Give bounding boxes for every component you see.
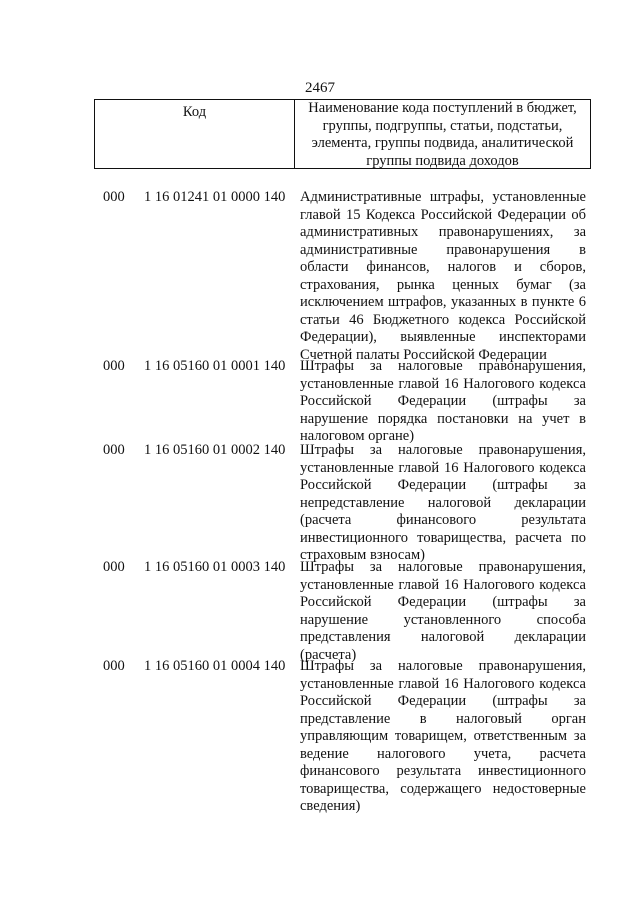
row-description: Штрафы за налоговые правонарушения, установленные главой 16 Налогового кодекса Российской Федерации (штрафы за нарушение порядка постановки на учет в налоговом органе) [300, 358, 586, 444]
row-prefix: 000 [103, 189, 125, 205]
table-header [94, 99, 591, 169]
row-code: 1 16 05160 01 0003 140 [144, 559, 286, 575]
row-prefix: 000 [103, 358, 125, 374]
row-code: 1 16 05160 01 0002 140 [144, 442, 286, 458]
row-code: 1 16 05160 01 0001 140 [144, 358, 286, 374]
row-prefix: 000 [103, 559, 125, 575]
row-description: Штрафы за налоговые правонарушения, установленные главой 16 Налогового кодекса Российской Федерации (штрафы за нарушение установленного способа представления налоговой декларации (расчета) [300, 559, 586, 663]
row-description: Штрафы за налоговые правонарушения, установленные главой 16 Налогового кодекса Российской Федерации (штрафы за представление в налоговый орган управляющим товарищем, ответственным за ведение налогового учета, расчета финансового результата инвестиционного товарищества, содержащего недостоверные сведения) [300, 658, 586, 814]
row-prefix: 000 [103, 658, 125, 674]
page-number: 2467 [305, 80, 335, 96]
row-code: 1 16 05160 01 0004 140 [144, 658, 286, 674]
row-prefix: 000 [103, 442, 125, 458]
header-name-label: Наименование кода поступлений в бюджет, группы, подгруппы, статьи, подстатьи, элемента, группы подвида, аналитической группы подвида доходов [308, 100, 577, 169]
row-description: Штрафы за налоговые правонарушения, установленные главой 16 Налогового кодекса Российской Федерации (штрафы за непредставление налоговой декларации (расчета финансового результата инвестиционного товарищества, расчета по страховым взносам) [300, 442, 586, 563]
row-description: Административные штрафы, установленные главой 15 Кодекса Российской Федерации об административных правонарушениях, за административные правонарушения в области финансов, налогов и сборов, страхования, рынка ценных бумаг (за исключением штрафов, указанных в пункте 6 статьи 46 Бюджетного кодекса Российской Федерации), выявленные инспекторами Счетной палаты Российской Федерации [300, 189, 586, 363]
header-code-label: Код [95, 100, 295, 168]
row-code: 1 16 01241 01 0000 140 [144, 189, 286, 205]
